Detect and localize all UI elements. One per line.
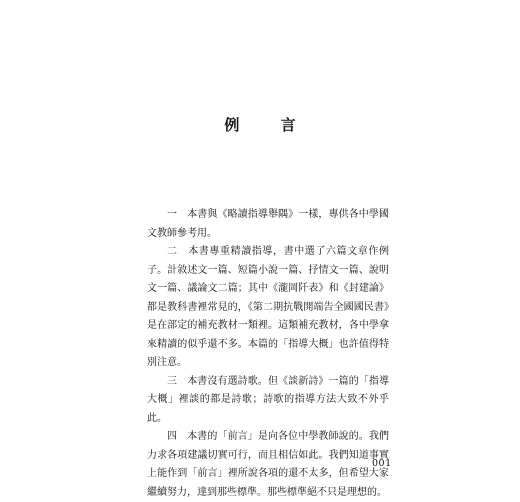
page-number: 001 <box>372 458 392 469</box>
preface-body <box>147 206 389 502</box>
preface-item-4: 四 本書的「前言」是向各位中學教師說的。我們力求各項建議切實可行，而且相信如此。我們知道事實上能作到「前言」裡所說各項的還不太多，但希望大家繼續努力，達到那些標準。那些標準絕不只是理想的。 <box>147 431 389 498</box>
page-title: 例 言 <box>224 116 314 134</box>
preface-item-2: 二 本書專重精讀指導，書中選了六篇文章作例子。計敘述文一篇、短篇小說一篇、抒情文一篇、說明文一篇、議論文二篇；其中《瀧岡阡表》和《封建論》都是教科書裡常見的，《第二期抗戰開端告全國國民書》是在部定的補充教材一類裡。這類補充教材，各中學拿來精讀的似乎還不多。本篇的「指導大概」也許值得特別注意。 <box>147 246 389 368</box>
preface-item-1: 一 本書與《略讀指導舉隅》一樣，專供各中學國文教師參考用。 <box>147 209 389 239</box>
preface-item-3: 三 本書沒有選詩歌。但《談新詩》一篇的「指導大概」裡談的都是詩歌；詩歌的指導方法大致不外乎此。 <box>147 375 389 424</box>
